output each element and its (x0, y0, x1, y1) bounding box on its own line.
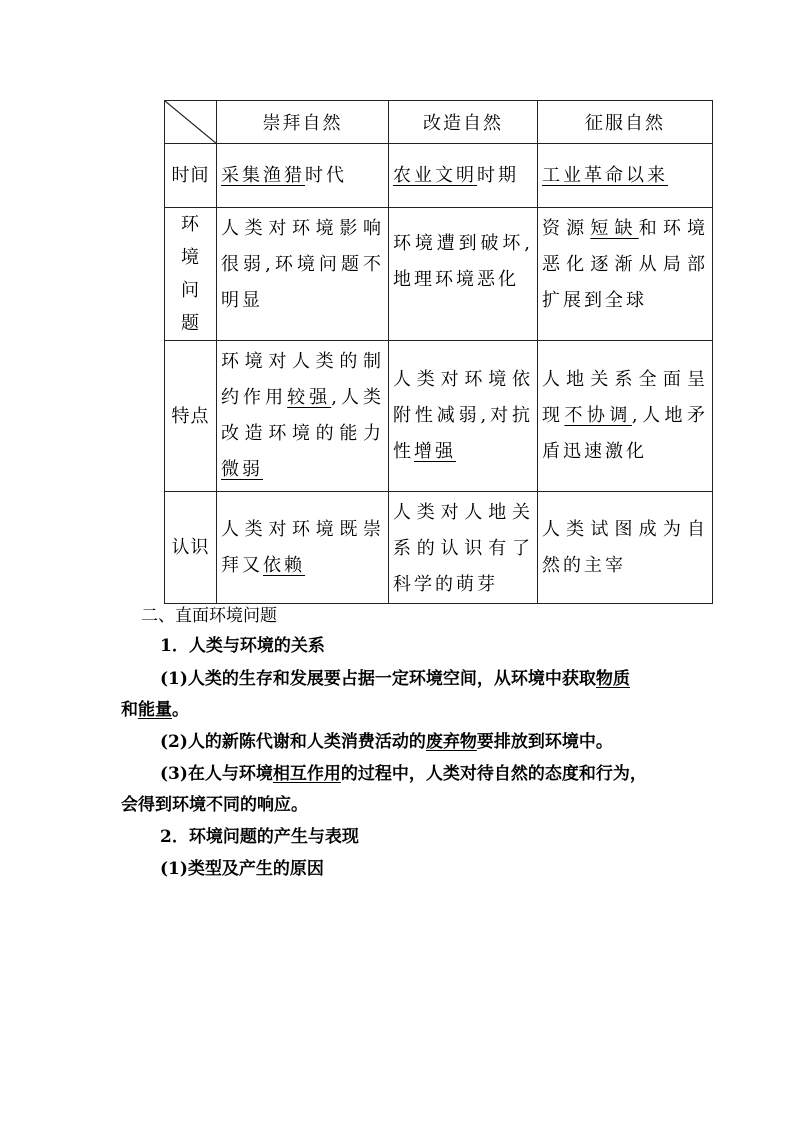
cell-text: ,人地矛盾迅速激化 (542, 405, 708, 462)
table-cell (538, 208, 713, 341)
underlined-term: 农业文明 (393, 164, 477, 186)
row-label-time: 时间 (165, 144, 217, 208)
paragraph-2 (160, 732, 720, 752)
cell-text: 环境遭到破坏,地理环境恶化 (393, 233, 533, 290)
cell-text: 人类对环境依附性减弱,对抗性 (393, 369, 533, 462)
table-cell (389, 144, 538, 208)
paragraph-1-line-1 (160, 669, 720, 689)
text-span: 。 (172, 700, 189, 720)
paragraph-3-line-2: 会得到环境不同的响应。 (121, 795, 308, 815)
paragraph-3-line-1 (160, 764, 720, 784)
header-transform-nature: 改造自然 (389, 101, 538, 144)
underlined-term-matter: 物质 (595, 669, 630, 689)
table-cell (217, 341, 389, 492)
underlined-term: 微弱 (221, 459, 263, 480)
underlined-term: 工业革命以来 (542, 164, 668, 186)
cell-text: 人地关系全面呈现 (542, 369, 708, 426)
subsection-title-2: 2．环境问题的产生与表现 (160, 827, 359, 847)
header-worship-nature: 崇拜自然 (217, 101, 389, 144)
section-heading: 二、直面环境问题 (141, 606, 277, 626)
header-conquer-nature: 征服自然 (538, 101, 713, 144)
underlined-term-interaction: 相互作用 (272, 764, 341, 784)
row-label-env-problem: 环境问题 (165, 208, 217, 341)
cell-text: 资源 (542, 218, 591, 239)
paragraph-types-causes: (1)类型及产生的原因 (160, 859, 324, 879)
cell-text: 人类对环境既崇拜又 (221, 518, 384, 576)
cell-text: 时期 (477, 164, 519, 186)
text-span: 的过程中，人类对待自然的态度和行为， (340, 764, 647, 784)
cell-text: 人类对人地关系的认识有了科学的萌芽 (393, 502, 533, 595)
row-label-recognition: 认识 (165, 492, 217, 604)
subsection-title-1: 1．人类与环境的关系 (160, 636, 325, 656)
row-label-feature: 特点 (165, 341, 217, 492)
table-row-time (165, 144, 713, 208)
diagonal-corner-cell (165, 101, 217, 144)
table-cell (389, 492, 538, 604)
paragraph-1-line-2 (121, 700, 681, 720)
text-span: (2)人的新陈代谢和人类消费活动的 (160, 732, 426, 752)
cell-text: 时代 (305, 164, 347, 186)
underlined-term: 较强 (287, 387, 332, 408)
table-cell (538, 341, 713, 492)
cell-text: ,人类改造环境的能力 (221, 387, 385, 444)
table-cell (217, 208, 389, 341)
table-row-recognition (165, 492, 713, 604)
cell-text: 和环境恶化逐渐从局部扩展到全球 (542, 218, 709, 311)
underlined-term: 不协调 (564, 405, 632, 426)
table-header-row (165, 101, 713, 144)
underlined-term-energy: 能量 (138, 700, 172, 720)
diagonal-line (165, 101, 217, 144)
underlined-term: 短缺 (590, 218, 639, 239)
table-cell (217, 492, 389, 604)
underlined-term: 依赖 (263, 554, 305, 576)
text-span: 和 (121, 700, 138, 720)
table-cell (538, 492, 713, 604)
table-row-env-problem (165, 208, 713, 341)
cell-text: 环境对人类的制约作用 (221, 351, 384, 408)
cell-text: 人类试图成为自然的主宰 (542, 518, 708, 576)
underlined-term-waste: 废弃物 (425, 732, 477, 752)
comparison-table (164, 100, 713, 604)
underlined-term: 增强 (414, 441, 456, 462)
text-span: (1)人类的生存和发展要占据一定环境空间，从环境中获取 (160, 669, 596, 689)
table-cell (389, 208, 538, 341)
underlined-term: 采集渔猎 (221, 164, 305, 186)
text-span: (3)在人与环境 (160, 764, 273, 784)
table-cell (217, 144, 389, 208)
table-cell (389, 341, 538, 492)
table-row-feature (165, 341, 713, 492)
cell-text: 人类对环境影响很弱,环境问题不明显 (221, 218, 384, 311)
text-span: 要排放到环境中。 (476, 732, 613, 752)
table-cell (538, 144, 713, 208)
